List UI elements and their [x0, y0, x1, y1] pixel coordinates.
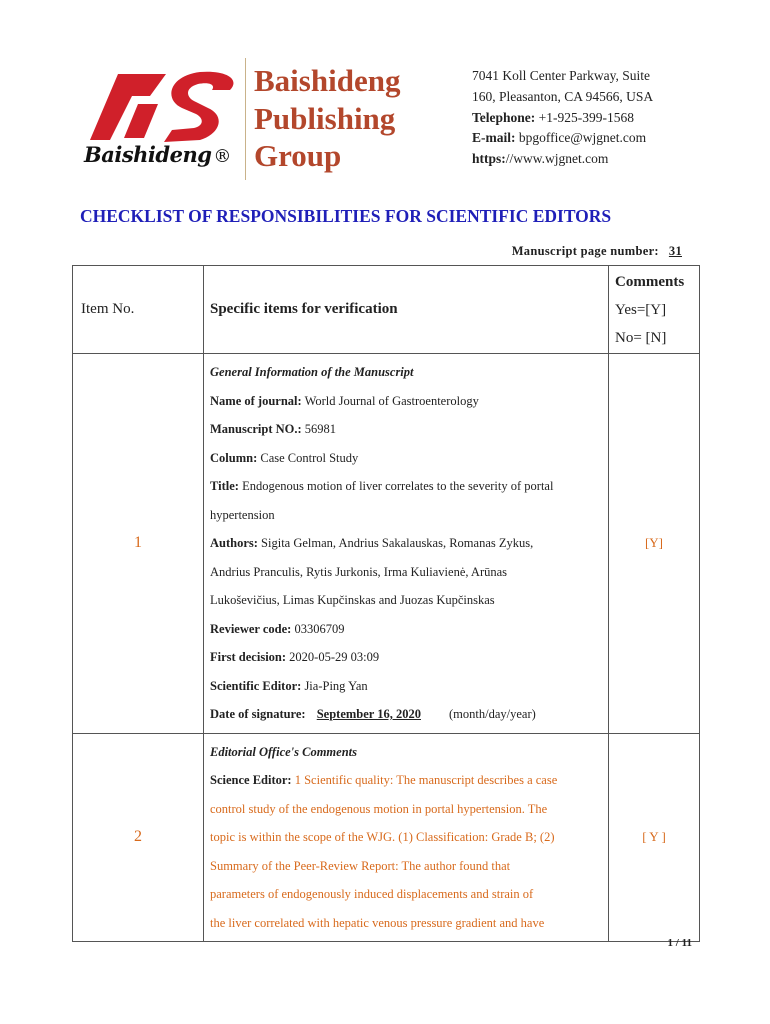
signature-date-line: Date of signature: September 16, 2020 (month/day/year)	[210, 707, 536, 721]
editorial-comments-cell	[204, 733, 609, 942]
section-heading: General Information of the Manuscript	[210, 365, 414, 379]
yes-legend: Yes=[Y]	[615, 301, 667, 318]
brand-line-3: Group	[254, 138, 342, 173]
title-line-1: Title: Endogenous motion of liver correlates to the severity of portal	[210, 479, 554, 493]
header-comments: Comments Yes=[Y] No= [N]	[609, 266, 700, 354]
authors-line-2: Andrius Pranculis, Rytis Jurkonis, Irma Kuliavienė, Arūnas	[210, 564, 508, 579]
authors-line-3: Lukoševičius, Limas Kupčinskas and Juozas Kupčinskas	[210, 593, 495, 607]
total-pages: 11	[681, 937, 692, 949]
journal-line: Name of journal: World Journal of Gastroenterology	[210, 393, 479, 408]
registered-mark: ®	[213, 146, 231, 167]
scientific-editor-line: Scientific Editor: Jia-Ping Yan	[210, 678, 368, 693]
brand-line-2: Publishing	[254, 100, 396, 136]
page-footer: 1 / 11	[667, 937, 692, 949]
comment-line-5: parameters of endogenously induced displacements and strain of	[210, 887, 534, 901]
website-line[interactable]: https://www.wjgnet.com	[472, 151, 609, 167]
telephone-line: Telephone: +1-925-399-1568	[472, 109, 634, 125]
header-item-no: Item No.	[73, 266, 204, 354]
address-line-2: 160, Pleasanton, CA 94566, USA	[472, 88, 654, 104]
page-number-value: 31	[668, 244, 682, 258]
signature-date: September 16, 2020	[316, 707, 421, 721]
table-row	[73, 354, 700, 734]
comment-line-6: the liver correlated with hepatic venous pressure gradient and have	[210, 915, 545, 930]
general-information-cell	[204, 354, 609, 734]
brand-line-1: Baishideng	[254, 63, 401, 98]
table-header-row	[73, 266, 700, 354]
current-page: 1	[667, 937, 674, 949]
publisher-contact-block	[472, 66, 653, 170]
comment-line-3: topic is within the scope of the WJG. (1) Classification: Grade B; (2)	[210, 830, 555, 844]
header-divider	[245, 58, 246, 180]
header-specific-items: Specific items for verification	[204, 266, 609, 354]
item-number: 2	[73, 733, 204, 942]
section-heading: Editorial Office's Comments	[210, 744, 357, 759]
comment-line-1: Science Editor: 1 Scientific quality: The manuscript describes a case	[210, 773, 558, 787]
table-row	[73, 733, 700, 942]
email-line: E-mail: bpgoffice@wjgnet.com	[472, 130, 647, 146]
verdict-mark: [ Y ]	[609, 733, 700, 942]
column-line: Column: Case Control Study	[210, 450, 359, 465]
checklist-table	[72, 265, 700, 942]
email-link[interactable]: bpgoffice@wjgnet.com	[518, 130, 647, 146]
manuscript-page-number: Manuscript page number: 31	[512, 244, 692, 259]
authors-line-1: Authors: Sigita Gelman, Andrius Sakalauskas, Romanas Zykus,	[210, 536, 534, 550]
logo-wordmark: Baishideng ®	[84, 142, 231, 167]
address-line-1: 7041 Koll Center Parkway, Suite	[472, 68, 650, 83]
item-number: 1	[73, 354, 204, 734]
publisher-brand-name	[254, 62, 400, 175]
manuscript-no-line: Manuscript NO.: 56981	[210, 422, 337, 436]
first-decision-line: First decision: 2020-05-29 03:09	[210, 650, 380, 664]
comment-line-4: Summary of the Peer-Review Report: The author found that	[210, 858, 511, 873]
website-link[interactable]: //www.wjgnet.com	[505, 151, 609, 167]
title-line-2: hypertension	[210, 507, 275, 522]
document-title: CHECKLIST OF RESPONSIBILITIES FOR SCIENTIFIC EDITORS	[80, 206, 612, 226]
verdict-mark: [Y]	[609, 354, 700, 734]
reviewer-code-line: Reviewer code: 03306709	[210, 621, 345, 636]
no-legend: No= [N]	[615, 329, 667, 346]
comment-line-2: control study of the endogenous motion in portal hypertension. The	[210, 801, 548, 816]
